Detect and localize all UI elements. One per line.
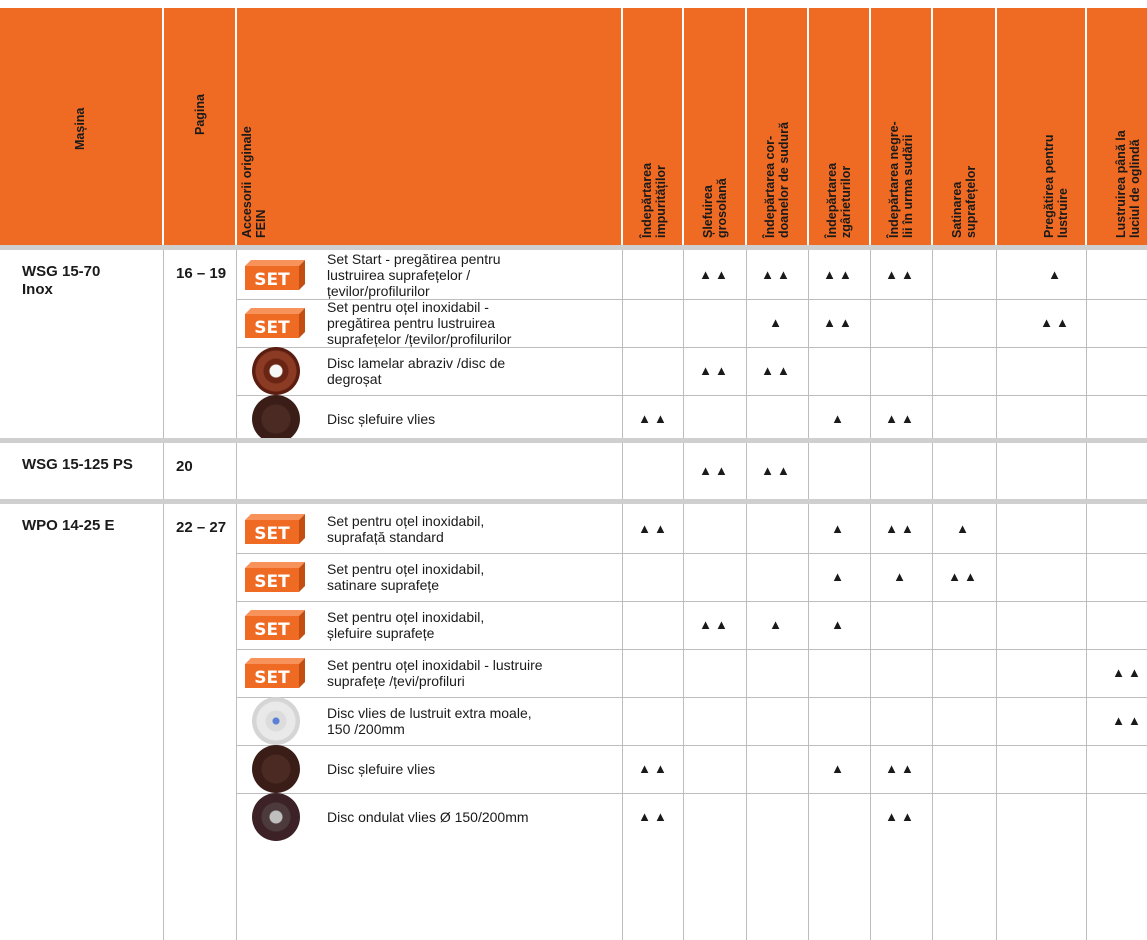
column-divider: [808, 246, 809, 940]
header-application-line: Îndepărtarea cor-: [763, 135, 777, 238]
accessory-description-line: lustruirea suprafețelor /: [327, 267, 471, 283]
header-page: [193, 94, 207, 135]
accessory-description-line: degroșat: [327, 371, 382, 387]
header-cell: [997, 8, 1085, 246]
accessory-description-line: țevilor/profilurilor: [327, 283, 430, 299]
machine-name-line: Inox: [22, 281, 53, 298]
accessory-description-line: Set pentru oțel inoxidabil,: [327, 513, 485, 529]
machine-name: [22, 263, 100, 299]
application-mark: ▲: [769, 315, 785, 330]
machine-name-line: WSG 15-70: [22, 263, 101, 280]
header-application-line: lii în urma sudării: [901, 134, 915, 238]
application-mark: ▲: [893, 569, 909, 584]
row-divider: [236, 601, 1147, 602]
application-mark: ▲: [769, 617, 785, 632]
accessory-description: [327, 657, 622, 689]
header-machine-line: Mașina: [73, 107, 87, 150]
accessory-description-line: suprafețelor /țevilor/profilurilor: [327, 331, 512, 347]
row-divider: [236, 347, 1147, 348]
group-separator: [0, 499, 1147, 504]
header-application: [640, 163, 668, 238]
header-application-line: doanelor de sudură: [777, 122, 791, 238]
accessory-description-line: Set Start - pregătirea pentru: [327, 251, 501, 267]
application-mark: ▲▲: [885, 761, 917, 776]
accessory-description: [327, 761, 622, 777]
application-mark: ▲▲: [638, 809, 670, 824]
disc-soft-icon: [252, 697, 300, 745]
accessory-description-line: suprafață standard: [327, 529, 444, 545]
column-divider: [622, 246, 623, 940]
disc-ondulat-icon: [252, 793, 300, 841]
header-application: [887, 121, 915, 238]
row-divider: [236, 553, 1147, 554]
application-mark: ▲▲: [761, 363, 793, 378]
accessory-description: [327, 299, 622, 347]
column-divider: [932, 246, 933, 940]
application-mark: ▲: [831, 617, 847, 632]
disc-vlies-icon: [252, 745, 300, 793]
header-application-line: Pregătirea pentru: [1042, 134, 1056, 238]
application-mark: ▲▲: [638, 411, 670, 426]
application-mark: ▲▲: [948, 569, 980, 584]
machine-name: [22, 517, 115, 535]
application-mark: ▲: [831, 761, 847, 776]
application-mark: ▲▲: [761, 267, 793, 282]
row-divider: [236, 793, 1147, 794]
application-mark: ▲▲: [699, 617, 731, 632]
application-mark: ▲: [831, 411, 847, 426]
accessory-description-line: Disc lamelar abraziv /disc de: [327, 355, 506, 371]
application-mark: ▲▲: [699, 363, 731, 378]
disc-vlies-icon: [252, 395, 300, 443]
application-mark: ▲▲: [823, 315, 855, 330]
application-mark: ▲▲: [699, 463, 731, 478]
application-mark: ▲▲: [823, 267, 855, 282]
application-mark: ▲▲: [699, 267, 731, 282]
application-mark: ▲: [956, 521, 972, 536]
machine-name-line: WPO 14-25 E: [22, 517, 115, 534]
column-divider: [236, 246, 237, 940]
header-application-line: impurităților: [654, 165, 668, 238]
header-application-line: Îndepărtarea negre-: [887, 121, 901, 238]
accessory-description: [327, 251, 622, 299]
row-divider: [236, 745, 1147, 746]
row-divider: [236, 697, 1147, 698]
header-application-line: grosolană: [715, 178, 729, 238]
machine-name-line: WSG 15-125 PS: [22, 456, 133, 473]
column-divider: [870, 246, 871, 940]
accessory-description-line: Disc ondulat vlies Ø 150/200mm: [327, 809, 529, 825]
column-divider: [163, 246, 164, 940]
accessory-description-line: Disc vlies de lustruit extra moale,: [327, 705, 532, 721]
accessory-description: [327, 561, 622, 593]
header-page-line: Pagina: [193, 94, 207, 135]
header-application-line: Satinarea: [950, 181, 964, 238]
set-box-icon: [245, 658, 305, 688]
header-application: [825, 163, 853, 238]
accessory-description: [327, 513, 622, 545]
application-mark: ▲: [831, 521, 847, 536]
header-accessories-line: FEIN: [254, 209, 268, 238]
header-application-line: suprafețelor: [964, 165, 978, 238]
accessory-description-line: Set pentru oțel inoxidabil,: [327, 609, 485, 625]
accessory-description-line: Set pentru oțel inoxidabil,: [327, 561, 485, 577]
accessory-description-line: șlefuire suprafețe: [327, 625, 435, 641]
column-divider: [1086, 246, 1087, 940]
set-label: SET: [254, 668, 290, 688]
set-label: SET: [254, 524, 290, 544]
header-application-line: Lustruirea până la: [1114, 130, 1128, 238]
accessory-description-line: 150 /200mm: [327, 721, 405, 737]
header-application-line: zgârieturilor: [839, 165, 853, 238]
accessory-description-line: pregătirea pentru lustruirea: [327, 315, 496, 331]
machine-name: [22, 456, 133, 474]
set-box-icon: [245, 562, 305, 592]
column-divider: [683, 246, 684, 940]
set-label: SET: [254, 318, 290, 338]
accessory-description-line: Set pentru oțel inoxidabil - lustruire: [327, 657, 543, 673]
application-mark: ▲: [831, 569, 847, 584]
row-divider: [236, 649, 1147, 650]
accessory-description-line: Set pentru oțel inoxidabil -: [327, 299, 489, 315]
header-cell: [237, 8, 621, 246]
application-mark: ▲▲: [885, 521, 917, 536]
application-mark: ▲▲: [761, 463, 793, 478]
set-label: SET: [254, 572, 290, 592]
set-box-icon: [245, 308, 305, 338]
application-mark: ▲▲: [638, 521, 670, 536]
header-accessories: [240, 126, 268, 238]
column-divider: [996, 246, 997, 940]
header-application-line: lustruire: [1056, 187, 1070, 238]
application-mark: ▲▲: [638, 761, 670, 776]
header-application: [701, 178, 729, 238]
page-number: 22 – 27: [176, 519, 227, 536]
page-number: 20: [176, 458, 193, 475]
accessory-description: [327, 609, 622, 641]
set-label: SET: [254, 620, 290, 640]
disc-lamelar-icon: [252, 347, 300, 395]
header-application: [763, 122, 791, 238]
accessory-description: [327, 355, 622, 387]
application-mark: ▲▲: [885, 411, 917, 426]
application-mark: ▲▲: [1112, 665, 1144, 680]
set-box-icon: [245, 610, 305, 640]
application-mark: ▲▲: [1112, 713, 1144, 728]
header-application-line: luciul de oglindă: [1128, 139, 1142, 238]
header-accessories-line: Accesorii originale: [240, 126, 254, 238]
header-application-line: Îndepărtarea: [825, 162, 839, 238]
set-box-icon: [245, 260, 305, 290]
accessory-description-line: satinare suprafețe: [327, 577, 440, 593]
set-label: SET: [254, 270, 290, 290]
set-box-icon: [245, 514, 305, 544]
header-application-line: Șlefuirea: [701, 185, 715, 238]
application-mark: ▲▲: [885, 809, 917, 824]
row-divider: [236, 395, 1147, 396]
accessory-description-line: Disc șlefuire vlies: [327, 411, 436, 427]
header-application: [1114, 130, 1142, 238]
accessory-description-line: suprafețe /țevi/profiluri: [327, 673, 465, 689]
page-number: 16 – 19: [176, 265, 227, 282]
accessory-description: [327, 809, 622, 825]
header-machine: [73, 108, 87, 150]
header-application: [1042, 134, 1070, 238]
application-mark: ▲: [1048, 267, 1064, 282]
header-application: [950, 166, 978, 238]
accessory-description: [327, 705, 622, 737]
accessory-description: [327, 411, 622, 427]
application-mark: ▲▲: [1040, 315, 1072, 330]
group-separator: [0, 438, 1147, 443]
accessory-description-line: Disc șlefuire vlies: [327, 761, 436, 777]
header-application-line: Îndepărtarea: [640, 162, 654, 238]
application-mark: ▲▲: [885, 267, 917, 282]
group-separator: [0, 245, 1147, 250]
column-divider: [746, 246, 747, 940]
